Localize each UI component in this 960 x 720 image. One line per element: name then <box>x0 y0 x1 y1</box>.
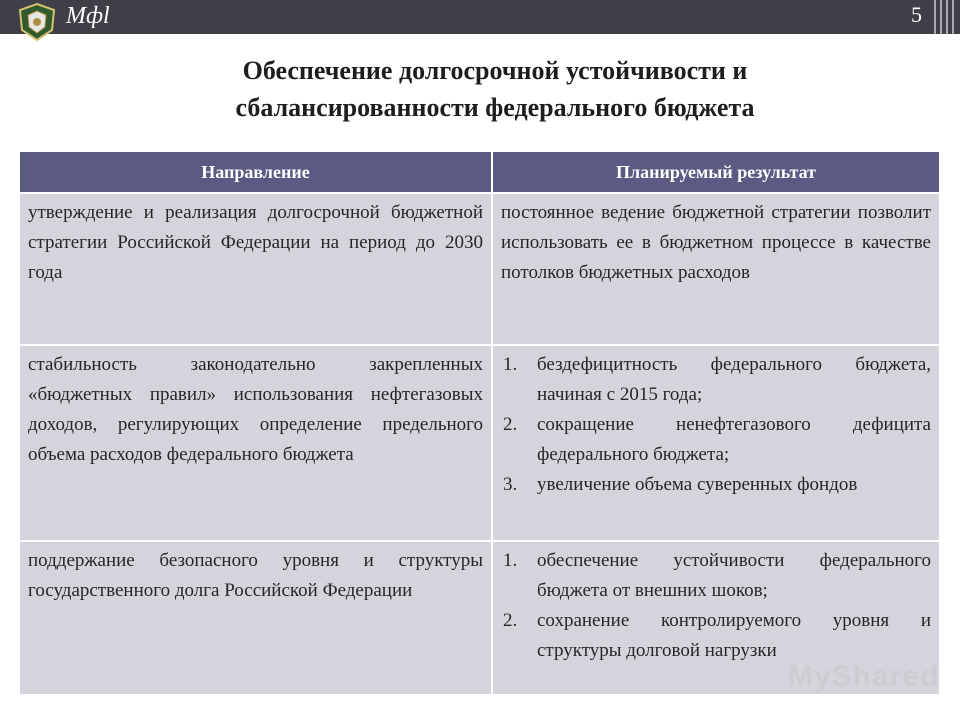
list-item <box>501 470 931 500</box>
title-line-2: сбалансированности федерального бюджета <box>235 93 755 122</box>
slide-title <box>0 52 960 126</box>
decorative-stripes <box>930 0 960 34</box>
list-text: бездефицитность федерального бюджета, начиная с 2015 года; <box>537 354 931 405</box>
list-number: 2. <box>503 414 518 435</box>
table-row <box>20 193 939 345</box>
list-item <box>501 350 931 410</box>
top-bar <box>0 0 960 34</box>
result-list <box>501 350 931 500</box>
list-number: 1. <box>503 354 518 375</box>
header-result: Планируемый результат <box>492 152 939 193</box>
list-text: сокращение ненефтегазового дефицита федерального бюджета; <box>537 414 931 465</box>
result-cell <box>492 345 939 541</box>
table-header-row <box>20 152 939 193</box>
result-list <box>501 546 931 666</box>
direction-cell: поддержание безопасного уровня и структуры государственного долга Российской Федерации <box>20 541 492 694</box>
list-number: 1. <box>503 550 518 571</box>
list-item <box>501 606 931 666</box>
table-row <box>20 345 939 541</box>
page-number: 5 <box>911 2 922 27</box>
list-number: 2. <box>503 610 518 631</box>
direction-cell: утверждение и реализация долгосрочной бюджетной стратегии Российской Федерации на период до 2030 года <box>20 193 492 345</box>
direction-cell: стабильность законодательно закрепленных «бюджетных правил» использования нефтегазовых доходов, регулирующих определение предельного объема расходов федерального бюджета <box>20 345 492 541</box>
list-text: обеспечение устойчивости федерального бюджета от внешних шоков; <box>537 550 931 601</box>
list-text: сохранение контролируемого уровня и структуры долговой нагрузки <box>537 610 931 661</box>
result-cell: постоянное ведение бюджетной стратегии позволит использовать ее в бюджетном процессе в качестве потолков бюджетных расходов <box>492 193 939 345</box>
logo-text: Мфl <box>66 3 110 29</box>
title-line-1: Обеспечение долгосрочной устойчивости и <box>242 56 748 85</box>
watermark: MyShared <box>788 660 940 693</box>
list-item <box>501 546 931 606</box>
list-number: 3. <box>503 474 518 495</box>
budget-table <box>20 152 939 694</box>
header-direction: Направление <box>20 152 492 193</box>
ministry-emblem-icon <box>16 2 58 42</box>
list-text: увеличение объема суверенных фондов <box>537 474 858 495</box>
list-item <box>501 410 931 470</box>
